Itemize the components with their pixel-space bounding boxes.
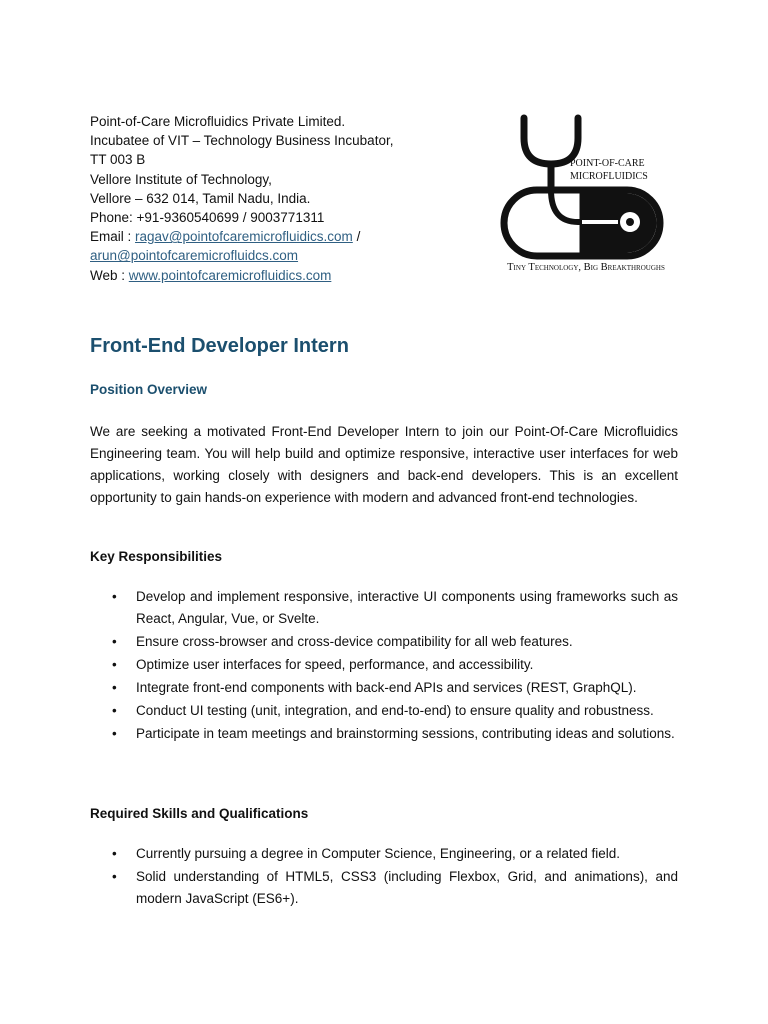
list-item xyxy=(90,866,678,910)
list-item-text: Integrate front-end components with back-end APIs and services (REST, GraphQL). xyxy=(136,680,637,695)
list-item-text: Currently pursuing a degree in Computer Science, Engineering, or a related field. xyxy=(136,846,621,861)
job-title: Front-End Developer Intern xyxy=(90,335,349,357)
company-web-line xyxy=(90,266,460,285)
company-institute: Vellore Institute of Technology, xyxy=(90,171,272,187)
skills-list xyxy=(90,843,678,911)
bullet-icon: • xyxy=(112,680,117,695)
list-item-text: Optimize user interfaces for speed, performance, and accessibility. xyxy=(136,657,534,672)
company-logo xyxy=(468,104,704,282)
bullet-icon: • xyxy=(112,634,117,649)
email-separator: / xyxy=(352,229,361,245)
list-item xyxy=(90,700,678,722)
company-phone: Phone: +91-9360540699 / 9003771311 xyxy=(90,210,325,226)
list-item-text: Participate in team meetings and brainstorming sessions, contributing ideas and solutions. xyxy=(136,726,675,741)
company-room: TT 003 B xyxy=(90,152,146,168)
list-item xyxy=(90,843,678,865)
company-email-line xyxy=(90,227,460,246)
position-overview-heading: Position Overview xyxy=(90,382,208,397)
list-item-text: Ensure cross-browser and cross-device compatibility for all web features. xyxy=(136,634,573,649)
logo-tagline: Tiny Technology, Big Breakthroughs xyxy=(507,262,665,273)
list-item xyxy=(90,723,678,745)
key-responsibilities-heading: Key Responsibilities xyxy=(90,549,223,564)
responsibilities-list xyxy=(90,586,678,746)
company-incubatee: Incubatee of VIT – Technology Business Incubator, xyxy=(90,133,394,149)
list-item xyxy=(90,586,678,630)
bullet-icon: • xyxy=(112,657,117,672)
logo-name-line-1: POINT-OF-CARE xyxy=(570,158,645,169)
list-item-text: Solid understanding of HTML5, CSS3 (including Flexbox, Grid, and animations), and modern JavaScript (ES6+). xyxy=(136,869,678,906)
list-item-text: Conduct UI testing (unit, integration, and end-to-end) to ensure quality and robustness. xyxy=(136,703,654,718)
email-link-ragav[interactable]: ragav@pointofcaremicrofluidics.com xyxy=(135,229,353,245)
bullet-icon: • xyxy=(112,703,117,718)
company-contact-block xyxy=(90,112,460,285)
logo-name-line-2: MICROFLUIDICS xyxy=(570,171,648,182)
company-email-line-2 xyxy=(90,246,460,265)
list-item xyxy=(90,677,678,699)
bullet-icon: • xyxy=(112,846,117,861)
list-item-text: Develop and implement responsive, interactive UI components using frameworks such as React, Angular, Vue, or Svelte. xyxy=(136,589,678,626)
bullet-icon: • xyxy=(112,589,117,604)
company-address: Vellore – 632 014, Tamil Nadu, India. xyxy=(90,190,311,206)
web-label: Web : xyxy=(90,267,129,283)
list-item xyxy=(90,654,678,676)
stethoscope-capsule-logo-icon xyxy=(468,104,704,282)
email-link-arun[interactable]: arun@pointofcaremicrofluidcs.com xyxy=(90,248,299,264)
required-skills-heading: Required Skills and Qualifications xyxy=(90,806,309,821)
company-name: Point-of-Care Microfluidics Private Limited. xyxy=(90,114,346,129)
web-link[interactable]: www.pointofcaremicrofluidics.com xyxy=(128,267,332,283)
list-item xyxy=(90,631,678,653)
bullet-icon: • xyxy=(112,869,117,884)
email-label: Email : xyxy=(90,229,136,245)
position-overview-text: We are seeking a motivated Front-End Developer Intern to join our Point-Of-Care Microfluidics Engineering team. You will help build and optimize responsive, interactive user interfaces for web applications, working closely with designers and back-end developers. This is an excellent opportunity to gain hands-on experience with modern and advanced front-end technologies. xyxy=(90,424,678,505)
bullet-icon: • xyxy=(112,726,117,741)
